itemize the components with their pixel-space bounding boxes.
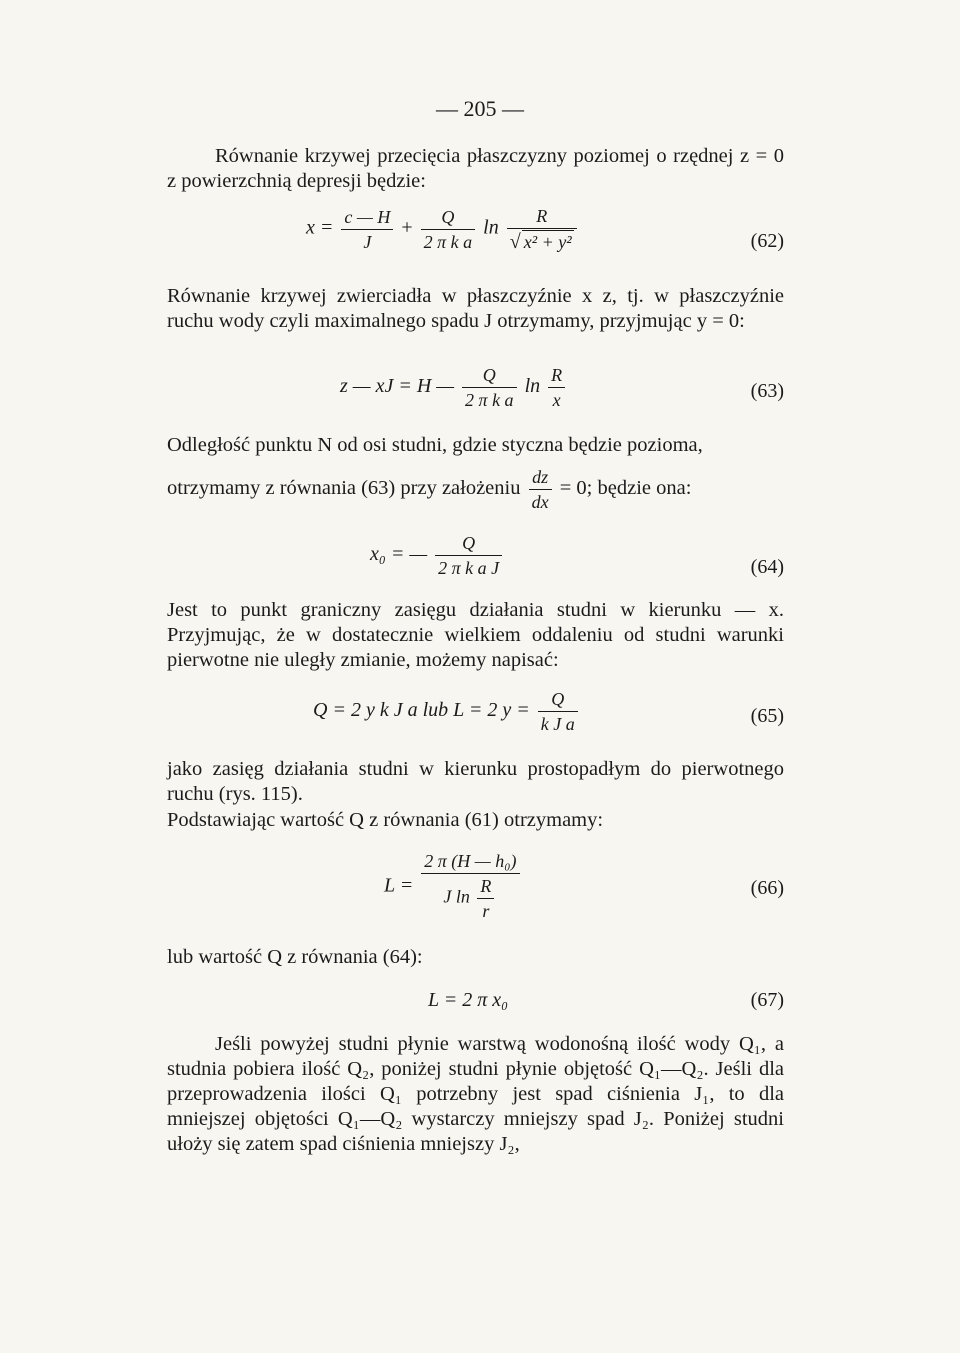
equation-67: L = 2 π x₀	[428, 989, 509, 1011]
equation-62-number: (62)	[750, 230, 784, 252]
paragraph-alt-value: lub wartość Q z równania (64):	[167, 946, 423, 968]
paragraph-distance-line2: otrzymamy z równania (63) przy założeniu $\frac{dz}{dx}$ = 0; będzie ona:	[167, 467, 692, 512]
paragraph-boundary-point: Jest to punkt graniczny zasięgu działania studni w kierunku — x. Przyjmując, że w dostatecznie wielkiem oddaleniu od studni warunki pierwotne nie uległy zmianie, możemy napisać:	[167, 599, 784, 671]
page-number: — 205 —	[436, 96, 524, 121]
equation-64-number: (64)	[750, 556, 784, 578]
equation-65-number: (65)	[750, 705, 784, 727]
equation-64: x₀ = — $\frac{Q}{\text{2 π k a J}}$	[370, 532, 505, 579]
paragraph-mirror-curve: Równanie krzywej zwierciadła w płaszczyźnie x z, tj. w płaszczyźnie ruchu wody czyli maximalnego spadu J otrzymamy, przyjmując y = 0:	[167, 285, 784, 332]
equation-62: x = $\frac{c — H}{J}$ + $\frac{Q}{\text{2 π k a}}$ ln $\frac{R}{\text{√ x² + y²}}$	[306, 205, 580, 253]
equation-66: L = 2 π (H — h₀) J ln $\frac{R}{r}$	[384, 850, 523, 922]
paragraph-flow-volumes: Jeśli powyżej studni płynie warstwą wodonośną ilość wody Q₁, a studnia pobiera ilość Q₂, poniżej studni płynie objętość Q₁—Q₂. Jeśli dla przeprowadzenia ilości Q₁ potrzebny jest spad ciśnienia J₁, to dla mniejszej objętości Q₁—Q₂ wystarczy mniejszy spad J₂. Poniżej studni ułoży się zatem spad ciśnienia mniejszy J₂,	[167, 1033, 784, 1155]
equation-63: z — xJ = H — $\frac{Q}{\text{2 π k a}}$ ln $\frac{R}{x}$	[340, 364, 568, 411]
paragraph-distance-line1: Odległość punktu N od osi studni, gdzie styczna będzie pozioma,	[167, 434, 703, 456]
equation-66-number: (66)	[750, 877, 784, 899]
paragraph-intro: Równanie krzywej przecięcia płaszczyzny poziomej o rzędnej z = 0 z powierzchnią depresji będzie:	[167, 145, 784, 192]
equation-63-number: (63)	[750, 380, 784, 402]
equation-67-number: (67)	[750, 989, 784, 1011]
paragraph-range: jako zasięg działania studni w kierunku prostopadłym do pierwotnego ruchu (rys. 115).	[167, 758, 784, 805]
paragraph-substitution: Podstawiając wartość Q z równania (61) otrzymamy:	[167, 809, 604, 831]
equation-65: Q = 2 y k J a lub L = 2 y = $\frac{Q}{\text{k J a}}$	[313, 688, 581, 735]
